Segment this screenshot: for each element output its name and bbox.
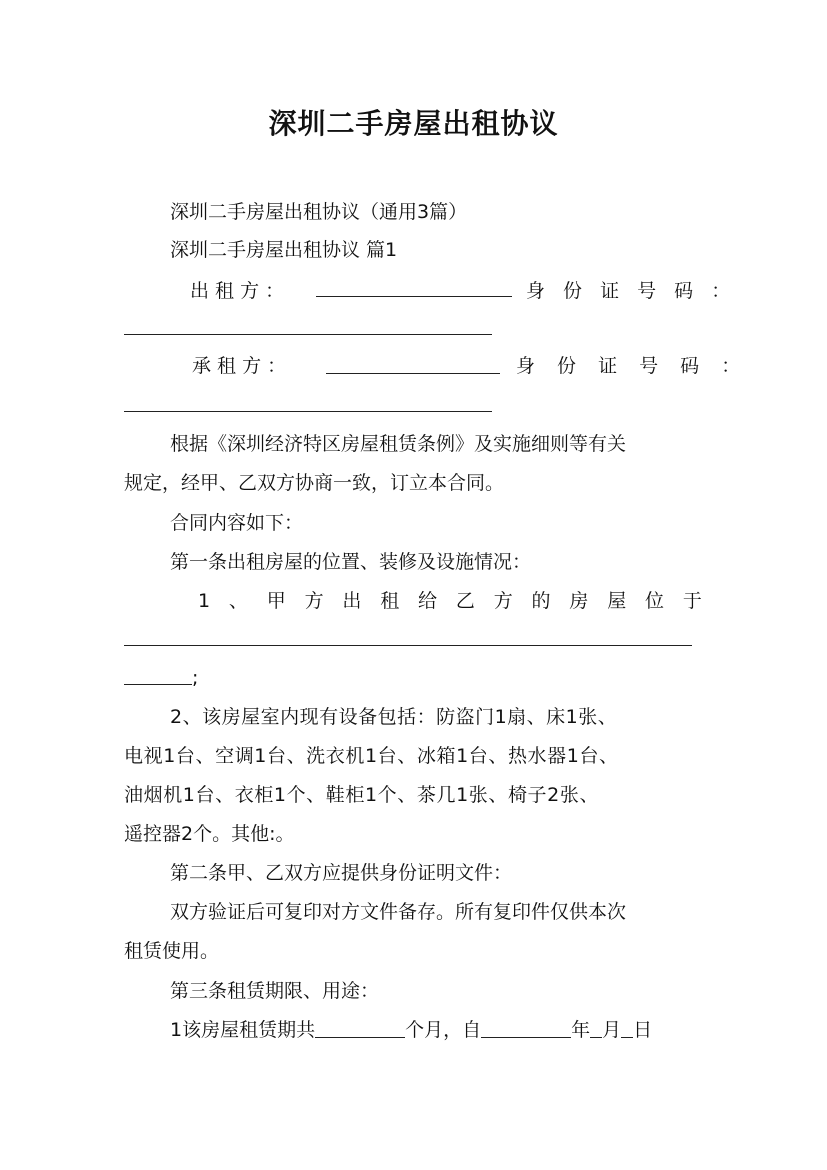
item-1-char: 的 <box>531 590 551 612</box>
term-text-a: 1该房屋租赁期共 <box>170 1019 316 1041</box>
months-blank <box>315 1017 405 1038</box>
lessor-id-blank <box>124 334 492 335</box>
article-2-line-2: 租赁使用。 <box>124 940 220 962</box>
item-1-address-blank <box>124 645 692 646</box>
term-text-day: 日 <box>633 1019 653 1041</box>
item-1-line <box>198 587 702 615</box>
item-2-line-3: 油烟机1台、衣柜1个、鞋柜1个、茶几1张、椅子2张、 <box>124 784 600 806</box>
lessor-name-blank <box>316 296 512 297</box>
lessee-id-blank <box>124 411 492 412</box>
article-2-line-1: 双方验证后可复印对方文件备存。所有复印件仅供本次 <box>170 901 627 923</box>
item-1-char: 屋 <box>607 590 627 612</box>
lessor-label: 出 租 方 ： <box>190 280 285 302</box>
item-1-char: 方 <box>304 590 324 612</box>
lessor-id-label: 身 份 证 号 码 ： <box>526 280 737 302</box>
item-1-char: 乙 <box>455 590 475 612</box>
lessee-name-blank <box>326 373 500 374</box>
basis-line-1: 根据《深圳经济特区房屋租赁条例》及实施细则等有关 <box>170 433 627 455</box>
item-1-char: 房 <box>569 590 589 612</box>
item-2-line-1: 2、该房屋室内现有设备包括：防盗门1扇、床1张、 <box>170 706 618 728</box>
term-line <box>170 1016 652 1044</box>
item-1-char: 租 <box>380 590 400 612</box>
start-month-blank <box>590 1017 602 1038</box>
start-year-blank <box>481 1017 571 1038</box>
item-1-char: 甲 <box>266 590 286 612</box>
item-2-line-2: 电视1台、空调1台、洗衣机1台、冰箱1台、热水器1台、 <box>124 745 619 767</box>
document-title: 深圳二手房屋出租协议 <box>268 107 559 140</box>
start-day-blank <box>621 1017 633 1038</box>
item-1-char: 1 <box>198 590 211 612</box>
term-text-b: 个月，自 <box>405 1019 482 1041</box>
item-1-char: 方 <box>493 590 513 612</box>
item-1-char: 给 <box>418 590 438 612</box>
item-2-line-4: 遥控器2个。其他:。 <box>124 823 295 845</box>
item-1-address-blank-cont <box>124 684 192 685</box>
contents-heading: 合同内容如下： <box>170 512 304 534</box>
lessee-id-label: 身 份 证 号 码 ： <box>516 355 749 377</box>
item-1-char: 于 <box>682 590 702 612</box>
item-1-char: 、 <box>228 590 248 612</box>
item-1-char: 出 <box>342 590 362 612</box>
item-1-end: ; <box>192 667 199 689</box>
article-1-heading: 第一条出租房屋的位置、装修及设施情况： <box>170 551 532 573</box>
section-heading: 深圳二手房屋出租协议 篇1 <box>170 239 398 261</box>
term-text-year: 年 <box>571 1019 591 1041</box>
term-text-month: 月 <box>602 1019 622 1041</box>
article-3-heading: 第三条租赁期限、用途： <box>170 980 380 1002</box>
subtitle: 深圳二手房屋出租协议（通用3篇） <box>170 201 468 223</box>
article-2-heading: 第二条甲、乙双方应提供身份证明文件： <box>170 862 513 884</box>
item-1-char: 位 <box>645 590 665 612</box>
basis-line-2: 规定，经甲、乙双方协商一致，订立本合同。 <box>124 472 505 494</box>
lessee-label: 承 租 方 ： <box>192 355 287 377</box>
